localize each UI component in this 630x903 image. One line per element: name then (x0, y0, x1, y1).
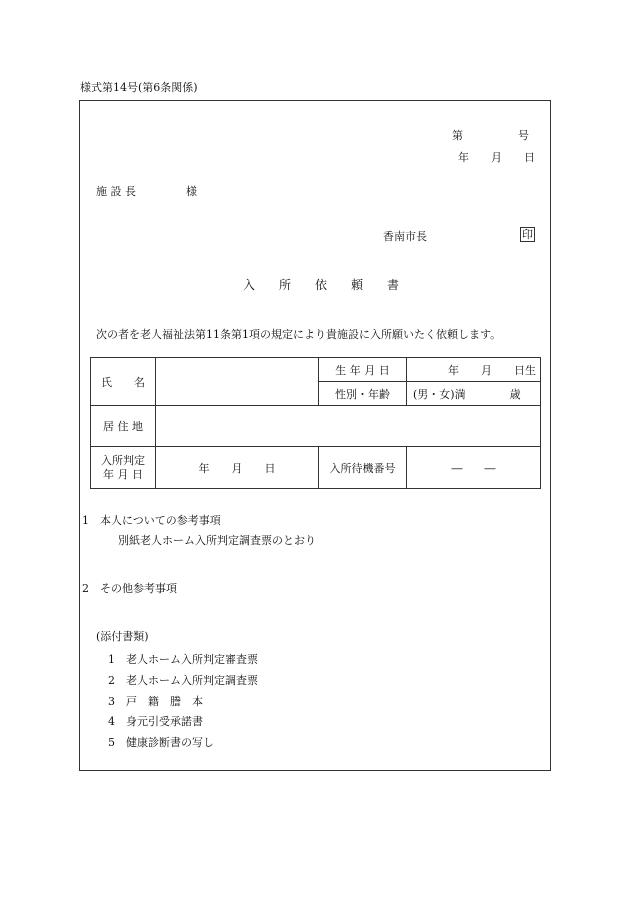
intro-text: 次の者を老人福祉法第11条第1項の規定により貴施設に入所願いたく依頼します。 (96, 328, 502, 341)
addressee-honorific: 様 (186, 185, 197, 198)
seal-mark (520, 227, 535, 242)
sender-name: 香南市長 (383, 230, 427, 243)
section1-body: 別紙老人ホーム入所判定調査票のとおり (118, 534, 316, 547)
name-label: 氏 名 (91, 358, 156, 406)
section1-heading: 1 本人についての参考事項 (82, 514, 221, 527)
attachment-item: 5 健康診断書の写し (108, 736, 214, 749)
dob-label: 生 年 月 日 (319, 358, 407, 382)
attachments-heading: (添付書類) (96, 630, 149, 643)
waiting-number-value[interactable]: ― ― (407, 447, 541, 489)
dob-value[interactable]: 年 月 日生 (407, 358, 541, 382)
document-number-line: 第 号 (452, 129, 529, 142)
addressee-title: 施 設 長 (96, 185, 136, 198)
address-label: 居 住 地 (91, 406, 156, 447)
attachment-item: 3 戸 籍 謄 本 (108, 695, 203, 708)
sex-age-label: 性別・年齢 (319, 382, 407, 406)
attachment-item: 4 身元引受承諾書 (108, 715, 203, 728)
judgement-label-line2: 年 月 日 (103, 467, 143, 481)
form-number: 様式第14号(第6条関係) (80, 81, 198, 94)
section2-heading: 2 その他参考事項 (82, 582, 177, 595)
judgement-date-value[interactable]: 年 月 日 (156, 447, 319, 489)
document-title: 入 所 依 頼 書 (243, 278, 400, 292)
judgement-label-line1: 入所判定 (101, 453, 145, 467)
waiting-number-label: 入所待機番号 (319, 447, 407, 489)
address-value[interactable] (156, 406, 541, 447)
sex-age-value[interactable]: (男・女)満 歳 (407, 382, 541, 406)
attachment-item: 2 老人ホーム入所判定調査票 (108, 674, 258, 687)
document-date-line: 年 月 日 (458, 151, 535, 164)
seal-box: 印 (522, 228, 533, 241)
judgement-date-label (91, 447, 156, 489)
name-value[interactable] (156, 358, 319, 406)
applicant-table (90, 357, 541, 489)
attachment-item: 1 老人ホーム入所判定審査票 (108, 653, 258, 666)
